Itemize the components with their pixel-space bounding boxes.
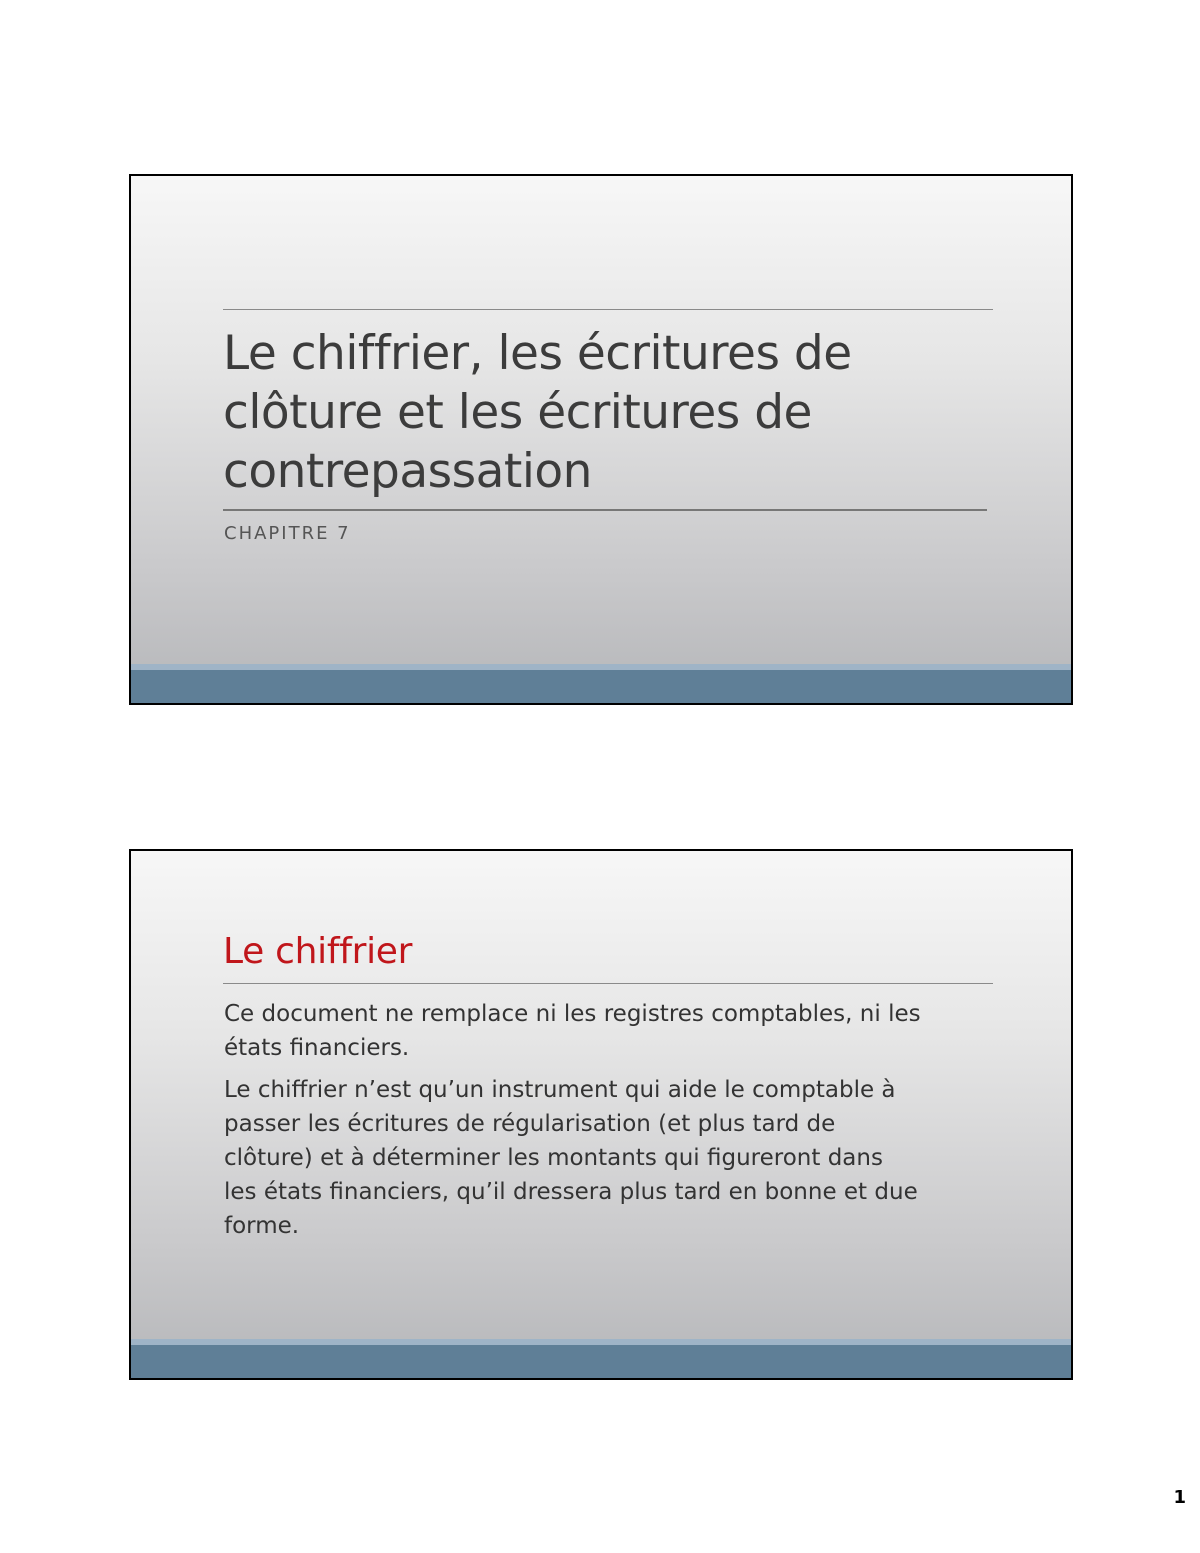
slide-title xyxy=(223,324,1023,501)
body-paragraph xyxy=(224,997,1024,1065)
page-number: 1 xyxy=(1173,1487,1186,1508)
body-line: clôture) et à déterminer les montants qui figureront dans xyxy=(224,1145,883,1171)
title-line: contrepassation xyxy=(223,444,592,499)
top-rule xyxy=(223,309,993,310)
footer-band xyxy=(131,670,1071,703)
slide-title: Le chiffrier xyxy=(223,931,413,972)
slide-subtitle: CHAPITRE 7 xyxy=(224,523,351,544)
body-line: états financiers. xyxy=(224,1035,410,1061)
body-line: les états financiers, qu’il dressera plus tard en bonne et due xyxy=(224,1179,918,1205)
title-underline xyxy=(223,983,993,984)
body-line: Ce document ne remplace ni les registres comptables, ni les xyxy=(224,1001,921,1027)
footer-band xyxy=(131,1345,1071,1378)
slide-body xyxy=(224,997,1024,1251)
slide-2 xyxy=(129,849,1073,1380)
slide-1 xyxy=(129,174,1073,705)
title-underline xyxy=(223,509,987,511)
body-line: passer les écritures de régularisation (et plus tard de xyxy=(224,1111,836,1137)
title-line: Le chiffrier, les écritures de xyxy=(223,326,852,381)
body-line: Le chiffrier n’est qu’un instrument qui aide le comptable à xyxy=(224,1077,896,1103)
body-paragraph xyxy=(224,1073,1024,1243)
title-line: clôture et les écritures de xyxy=(223,385,812,440)
body-line: forme. xyxy=(224,1213,300,1239)
